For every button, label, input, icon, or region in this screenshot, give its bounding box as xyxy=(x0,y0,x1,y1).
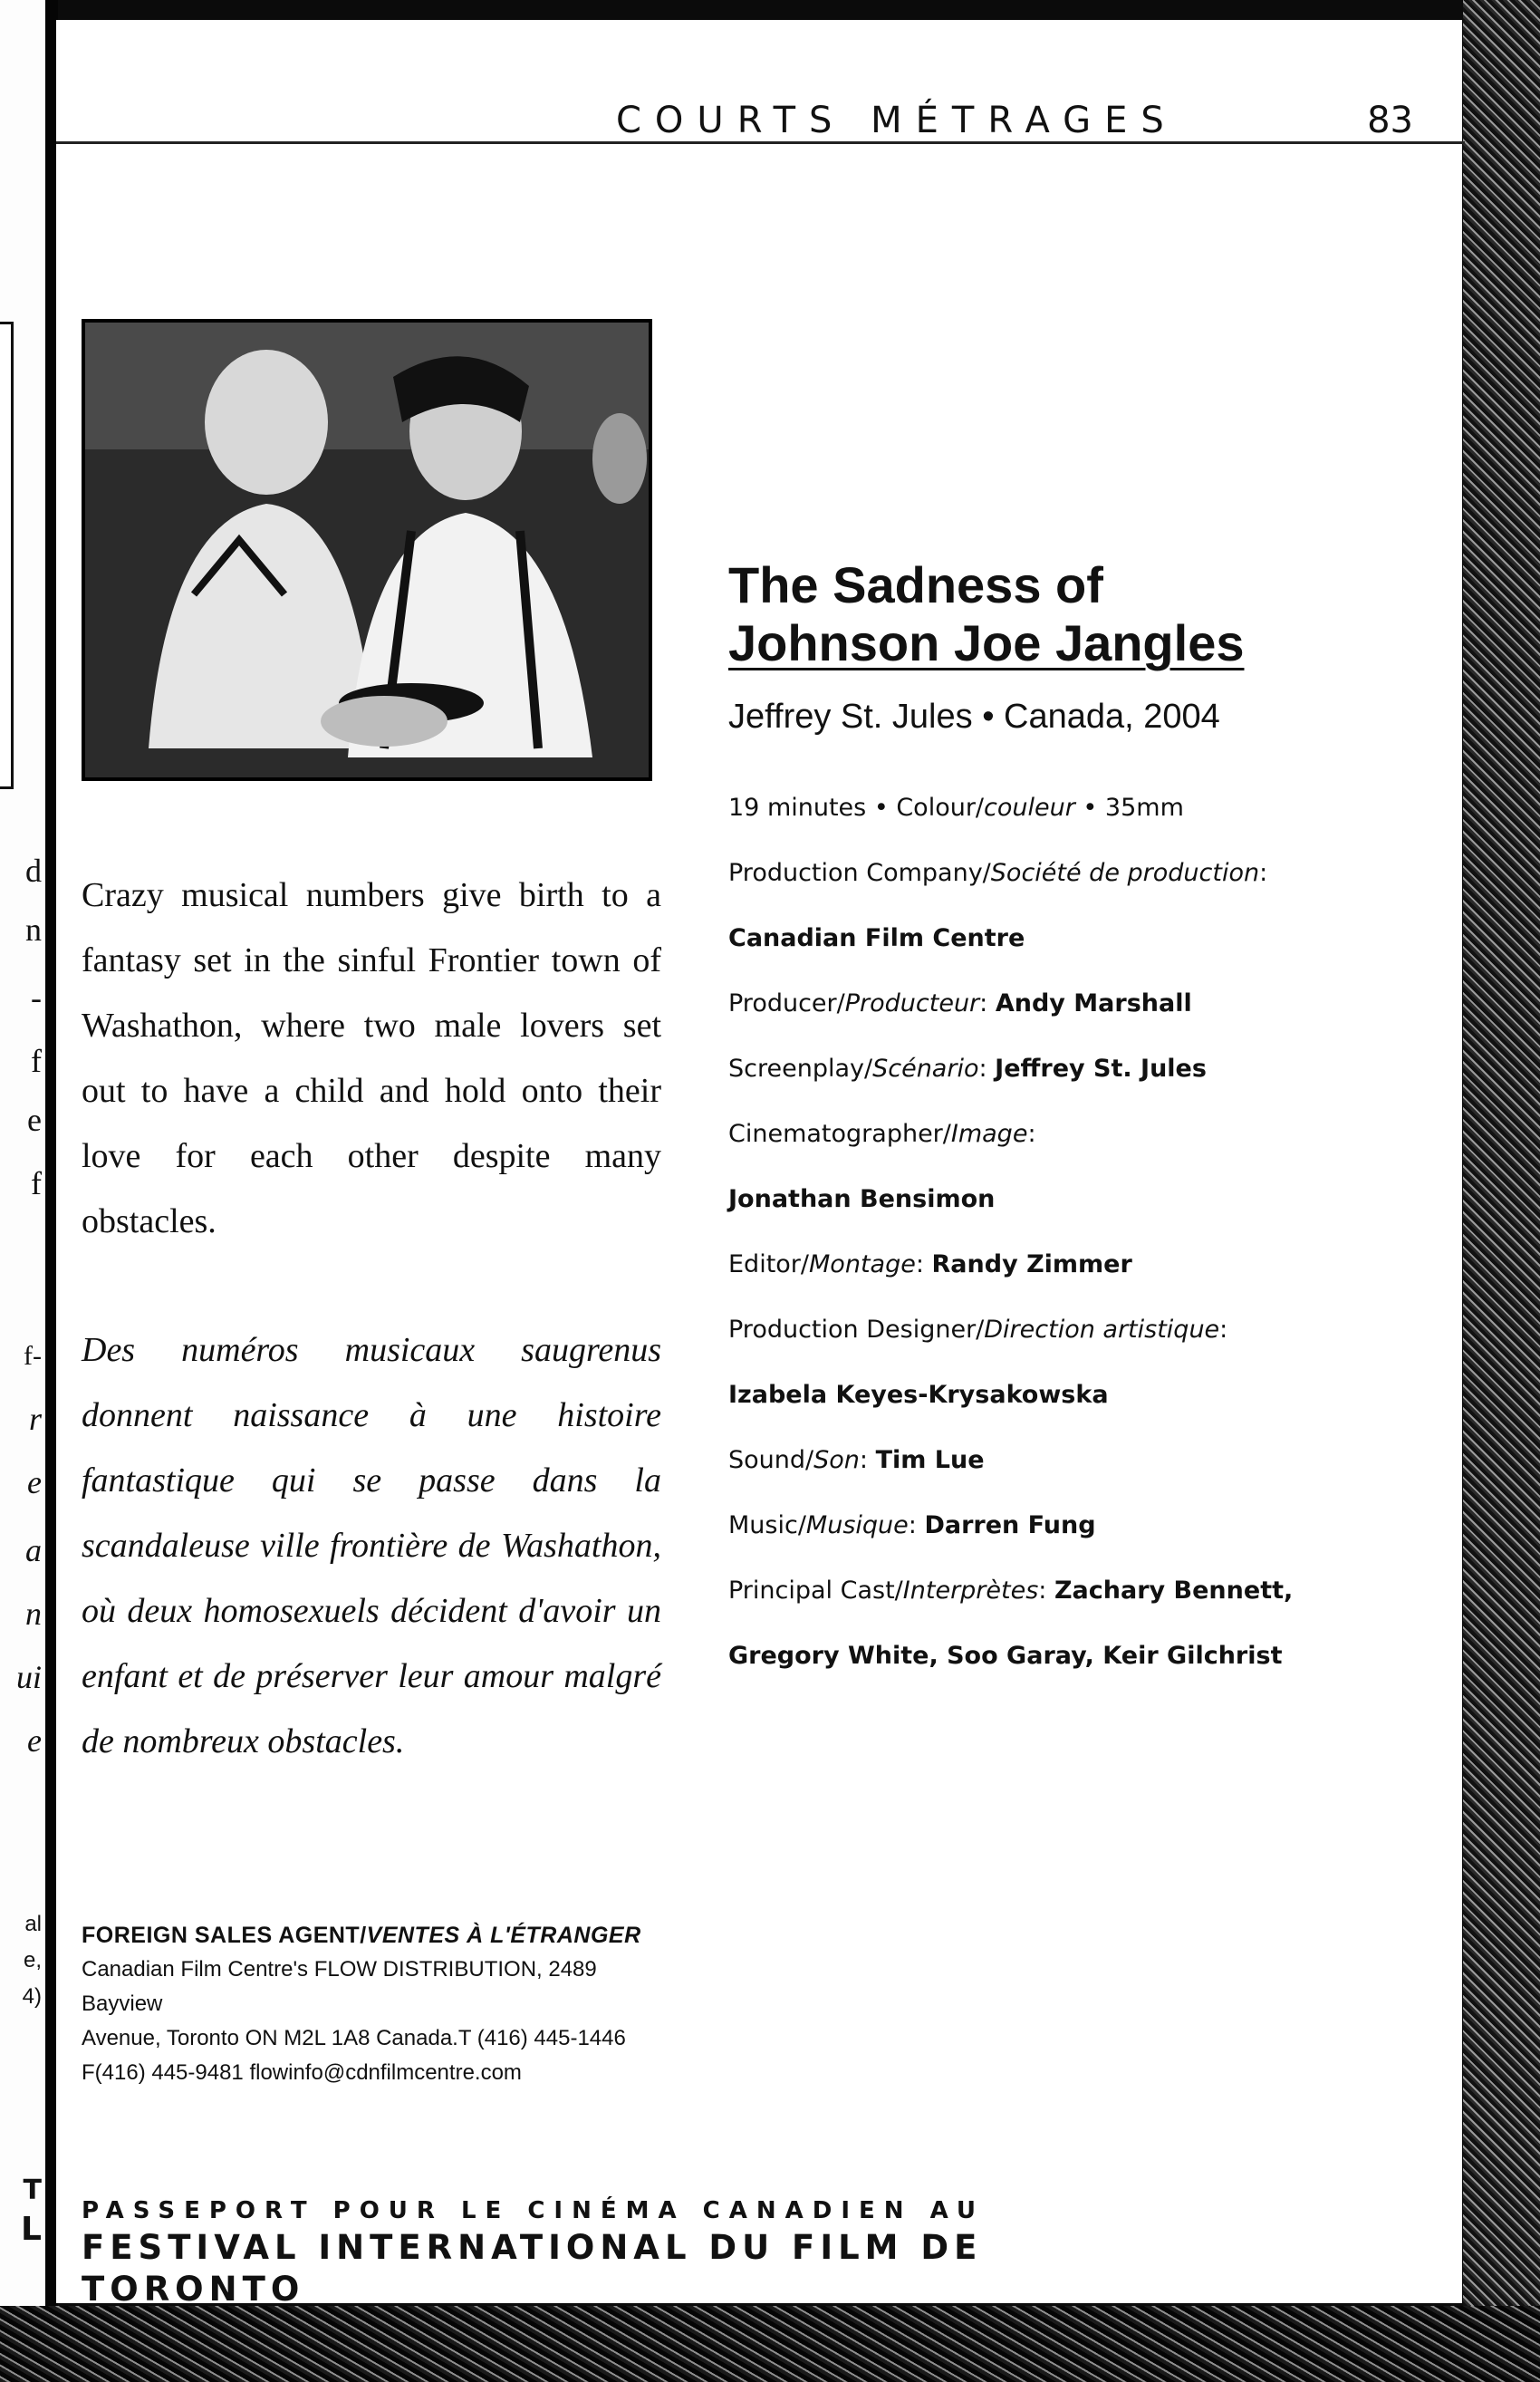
header-rule xyxy=(56,141,1465,144)
credit-value: Izabela Keyes-Krysakowska xyxy=(728,1381,1109,1409)
credit-value: Jeffrey St. Jules xyxy=(995,1055,1207,1083)
synopsis-french: Des numéros musicaux saugrenus donnent naissance à une histoire fantastique qui se passe dans la scandaleuse ville frontière de Washathon, où deux homosexuels décident d'avoir un enfant et de préserver leur amour malgré de nombreux obstacles. xyxy=(82,1331,661,1760)
producer-credit: Producer/Producteur: Andy Marshall xyxy=(728,989,1192,1017)
previous-page-fragment: f xyxy=(31,1043,42,1079)
previous-page-fragment: f- xyxy=(24,1341,42,1371)
sales-agent-line: F(416) 445-9481 flowinfo@cdnfilmcentre.com xyxy=(82,2060,522,2085)
footer-line2: FESTIVAL INTERNATIONAL DU FILM DE TORONTO xyxy=(82,2228,983,2309)
page-footer xyxy=(82,2194,1169,2310)
credit-label: Screenplay/ xyxy=(728,1055,873,1083)
designer-label: Production Designer/Direction artistique: xyxy=(728,1316,1228,1344)
production-company-label: Production Company/Société de production: xyxy=(728,859,1268,887)
credit-label-fr: Son xyxy=(813,1446,860,1474)
section-title: COURTS MÉTRAGES xyxy=(616,100,1178,141)
credit-label-fr: Montage xyxy=(809,1250,916,1278)
credit-label-fr: Interprètes xyxy=(902,1577,1039,1605)
scan-right-edge xyxy=(1463,0,1540,2382)
film-title xyxy=(728,556,1308,672)
credit-value: Andy Marshall xyxy=(995,989,1192,1017)
film-specs xyxy=(728,795,1471,860)
previous-page-fragment: T xyxy=(23,2175,42,2206)
previous-page-fragment: e xyxy=(27,1722,42,1759)
credit-value: Gregory White, Soo Garay, Keir Gilchrist xyxy=(728,1642,1283,1670)
previous-page-fragment: n xyxy=(25,911,42,948)
previous-page-edge xyxy=(0,0,45,2382)
credit-label: Producer/ xyxy=(728,989,845,1017)
previous-page-fragment: ui xyxy=(15,1659,42,1695)
credit-label-fr: Producteur xyxy=(844,989,980,1017)
foreign-sales-agent xyxy=(82,1918,661,2090)
sales-agent-heading xyxy=(82,1918,661,1953)
previous-page-fragment: e xyxy=(27,1102,42,1138)
cinematographer-value xyxy=(728,1186,1471,1251)
previous-page-fragment: al xyxy=(24,1912,42,1936)
scan-bottom-edge xyxy=(0,2306,1540,2382)
credit-label-fr: Scénario xyxy=(872,1055,979,1083)
film-title-line1: The Sadness of xyxy=(728,556,1103,613)
production-company-value xyxy=(728,925,1471,990)
previous-page-fragment: e, xyxy=(23,1948,42,1972)
credit-label-fr: Image xyxy=(950,1120,1028,1148)
credit-value: Jonathan Bensimon xyxy=(728,1185,996,1213)
film-still-icon xyxy=(85,323,649,777)
footer-line1: PASSEPORT POUR LE CINÉMA CANADIEN AU xyxy=(82,2197,986,2224)
director-country-year: Jeffrey St. Jules • Canada, 2004 xyxy=(728,698,1220,736)
sales-agent-line: Avenue, Toronto ON M2L 1A8 Canada.T (416) 445-1446 xyxy=(82,2026,626,2050)
credit-label-fr: Musique xyxy=(805,1511,909,1539)
credit-value: Canadian Film Centre xyxy=(728,924,1025,952)
music-credit: Music/Musique: Darren Fung xyxy=(728,1511,1096,1539)
previous-page-fragment: n xyxy=(25,1596,42,1632)
page-number: 83 xyxy=(1367,100,1413,141)
sales-heading-fr: VENTES À L'ÉTRANGER xyxy=(366,1923,641,1948)
running-header xyxy=(616,83,1413,147)
film-title-line2: Johnson Joe Jangles xyxy=(728,614,1245,671)
cast-credit-continued xyxy=(728,1643,1471,1708)
previous-page-box xyxy=(0,322,14,789)
credit-label: Music/ xyxy=(728,1511,806,1539)
previous-page-fragment: e xyxy=(27,1464,42,1500)
credit-label: Editor/ xyxy=(728,1250,810,1278)
film-still-photo xyxy=(82,319,652,781)
previous-page-fragment: L xyxy=(21,2211,42,2248)
credit-label: Cinematographer/ xyxy=(728,1120,951,1148)
specs-italic: couleur xyxy=(984,794,1075,822)
editor-credit: Editor/Montage: Randy Zimmer xyxy=(728,1250,1132,1278)
specs-format: • 35mm xyxy=(1074,794,1184,822)
sales-heading-en: FOREIGN SALES AGENT/ xyxy=(82,1923,367,1948)
previous-page-fragment: r xyxy=(28,1401,42,1437)
previous-page-fragment: a xyxy=(25,1532,42,1568)
synopsis-english: Crazy musical numbers give birth to a fantasy set in the sinful Frontier town of Washathon, where two male lovers set out to have a child and hold onto their love for each other despite many obstacles. xyxy=(82,876,661,1240)
previous-page-fragment: 4) xyxy=(22,1984,42,2009)
credit-value: Zachary Bennett, xyxy=(1054,1577,1294,1605)
screenplay-credit: Screenplay/Scénario: Jeffrey St. Jules xyxy=(728,1055,1207,1083)
sales-agent-line: Canadian Film Centre's FLOW DISTRIBUTION, 2489 Bayview xyxy=(82,1957,597,2016)
credit-label-fr: Société de production xyxy=(990,859,1260,887)
designer-value xyxy=(728,1382,1471,1447)
cinematographer-label: Cinematographer/Image: xyxy=(728,1120,1036,1148)
credit-label-fr: Direction artistique xyxy=(984,1316,1220,1344)
sound-credit: Sound/Son: Tim Lue xyxy=(728,1446,985,1474)
previous-page-fragment: d xyxy=(25,853,42,889)
specs-text: 19 minutes • Colour/ xyxy=(728,794,985,822)
credit-label: Production Company/ xyxy=(728,859,991,887)
film-credits xyxy=(728,795,1471,1708)
credit-label: Sound/ xyxy=(728,1446,814,1474)
catalogue-page xyxy=(56,20,1462,2309)
credit-value: Randy Zimmer xyxy=(931,1250,1132,1278)
previous-page-fragment: f xyxy=(31,1165,42,1201)
previous-page-fragment: - xyxy=(31,979,42,1016)
credit-label: Production Designer/ xyxy=(728,1316,985,1344)
cast-credit: Principal Cast/Interprètes: Zachary Bennett, xyxy=(728,1577,1294,1605)
credit-label: Principal Cast/ xyxy=(728,1577,903,1605)
credit-value: Darren Fung xyxy=(924,1511,1096,1539)
credit-value: Tim Lue xyxy=(875,1446,985,1474)
